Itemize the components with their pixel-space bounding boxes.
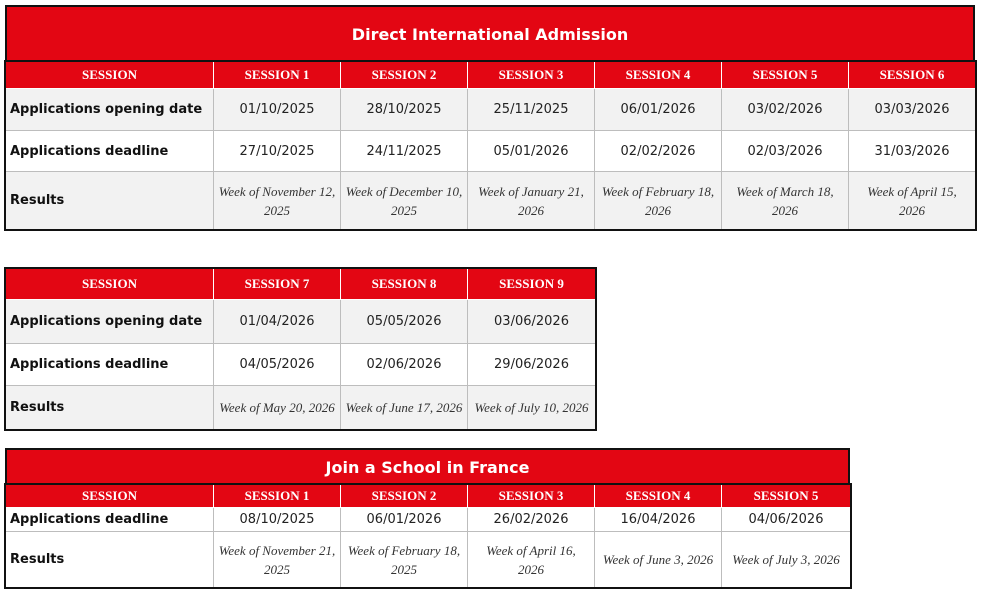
table-cell: Week of November 21, 2025 xyxy=(214,532,341,588)
header-session-3: SESSION 3 xyxy=(468,62,595,89)
table-cell: 03/03/2026 xyxy=(849,89,976,131)
header-session-1: SESSION 1 xyxy=(214,62,341,89)
row-label: Applications deadline xyxy=(6,131,214,172)
table-cell: 26/02/2026 xyxy=(468,508,595,532)
row-label: Results xyxy=(6,532,214,588)
table-cell: Week of January 21, 2026 xyxy=(468,172,595,230)
table-row xyxy=(6,532,851,588)
row-label: Applications opening date xyxy=(6,300,214,344)
row-label: Applications deadline xyxy=(6,508,214,532)
table-cell: 04/05/2026 xyxy=(214,344,341,386)
header-session-2: SESSION 2 xyxy=(341,62,468,89)
row-label: Results xyxy=(6,386,214,430)
table-cell: Week of February 18, 2026 xyxy=(595,172,722,230)
header-session-3: SESSION 3 xyxy=(468,485,595,508)
header-session-5: SESSION 5 xyxy=(722,62,849,89)
header-session: SESSION xyxy=(6,62,214,89)
table-cell: 25/11/2025 xyxy=(468,89,595,131)
table-cell: 16/04/2026 xyxy=(595,508,722,532)
header-session-4: SESSION 4 xyxy=(595,485,722,508)
table-cell: Week of March 18, 2026 xyxy=(722,172,849,230)
table-row xyxy=(6,508,851,532)
table-cell: 02/02/2026 xyxy=(595,131,722,172)
row-label: Applications opening date xyxy=(6,89,214,131)
table-cell: 02/06/2026 xyxy=(341,344,468,386)
header-session-9: SESSION 9 xyxy=(468,269,596,300)
join-school-title: Join a School in France xyxy=(5,448,850,484)
table-cell: 03/06/2026 xyxy=(468,300,596,344)
table-cell: Week of February 18, 2025 xyxy=(341,532,468,588)
table-cell: Week of July 3, 2026 xyxy=(722,532,851,588)
table-row xyxy=(6,344,596,386)
table-cell: Week of April 15, 2026 xyxy=(849,172,976,230)
header-session-4: SESSION 4 xyxy=(595,62,722,89)
table-cell: Week of June 3, 2026 xyxy=(595,532,722,588)
header-session: SESSION xyxy=(6,269,214,300)
table-row xyxy=(6,131,976,172)
table-row xyxy=(6,386,596,430)
join-school-table xyxy=(5,484,851,588)
table-cell: 29/06/2026 xyxy=(468,344,596,386)
table-cell: Week of July 10, 2026 xyxy=(468,386,596,430)
table-cell: Week of June 17, 2026 xyxy=(341,386,468,430)
table-cell: 06/01/2026 xyxy=(341,508,468,532)
table-cell: Week of December 10, 2025 xyxy=(341,172,468,230)
table-cell: 08/10/2025 xyxy=(214,508,341,532)
table-cell: 05/05/2026 xyxy=(341,300,468,344)
header-row xyxy=(6,485,851,508)
table-cell: 05/01/2026 xyxy=(468,131,595,172)
table-row xyxy=(6,89,976,131)
table-cell: Week of May 20, 2026 xyxy=(214,386,341,430)
table-cell: Week of April 16, 2026 xyxy=(468,532,595,588)
header-session: SESSION xyxy=(6,485,214,508)
table-cell: 24/11/2025 xyxy=(341,131,468,172)
row-label: Results xyxy=(6,172,214,230)
table-cell: 27/10/2025 xyxy=(214,131,341,172)
table-cell: 06/01/2026 xyxy=(595,89,722,131)
table-cell: 31/03/2026 xyxy=(849,131,976,172)
table-cell: 03/02/2026 xyxy=(722,89,849,131)
table-row xyxy=(6,300,596,344)
table-cell: 04/06/2026 xyxy=(722,508,851,532)
header-row xyxy=(6,269,596,300)
header-session-7: SESSION 7 xyxy=(214,269,341,300)
header-session-6: SESSION 6 xyxy=(849,62,976,89)
table-cell: 01/10/2025 xyxy=(214,89,341,131)
header-session-2: SESSION 2 xyxy=(341,485,468,508)
table-cell: 01/04/2026 xyxy=(214,300,341,344)
header-session-5: SESSION 5 xyxy=(722,485,851,508)
table-cell: Week of November 12, 2025 xyxy=(214,172,341,230)
header-session-8: SESSION 8 xyxy=(341,269,468,300)
table-cell: 28/10/2025 xyxy=(341,89,468,131)
direct-admission-title: Direct International Admission xyxy=(5,5,975,61)
row-label: Applications deadline xyxy=(6,344,214,386)
header-row xyxy=(6,62,976,89)
header-session-1: SESSION 1 xyxy=(214,485,341,508)
table-cell: 02/03/2026 xyxy=(722,131,849,172)
table-row xyxy=(6,172,976,230)
direct-admission-table-continued xyxy=(5,268,596,430)
direct-admission-table xyxy=(5,61,976,230)
